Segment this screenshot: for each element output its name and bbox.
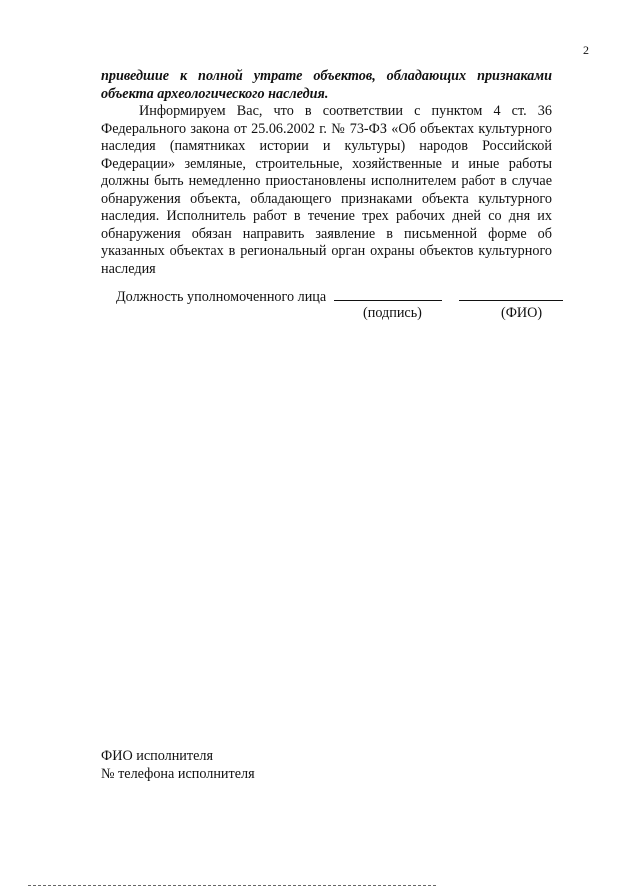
signature-caption: (подпись)	[363, 305, 422, 321]
executor-phone-label: № телефона исполнителя	[101, 766, 255, 782]
executor-name-label: ФИО исполнителя	[101, 748, 214, 764]
executor-info	[101, 747, 255, 783]
information-paragraph	[101, 103, 552, 278]
authorized-person-position-label: Должность уполномоченного лица	[116, 289, 327, 305]
full-name-line	[459, 288, 563, 301]
archaeological-heritage-clause: приведшие к полной утрате объектов, обладающих признаками объекта археологического наследия.	[101, 68, 552, 102]
bottom-divider	[28, 885, 436, 886]
full-name-caption: (ФИО)	[501, 305, 543, 321]
signature-row	[116, 288, 563, 306]
information-text: Информируем Вас, что в соответствии с пунктом 4 ст. 36 Федерального закона от 25.06.2002 г. № 73-ФЗ «Об объектах культурного наследия (памятниках истории и культуры) народов Российской Федерации» земляные, строительные, хозяйственные и иные работы должны быть немедленно приостановлены исполнителем работ в случае обнаружения объекта, обладающего признаками объекта культурного наследия. Исполнитель работ в течение трех рабочих дней со дня их обнаружения обязан направить заявление в письменной форме об указанных объектах в региональный орган охраны объектов культурного наследия	[101, 103, 552, 277]
page-number: 2	[583, 43, 589, 57]
signature-line	[334, 288, 442, 301]
